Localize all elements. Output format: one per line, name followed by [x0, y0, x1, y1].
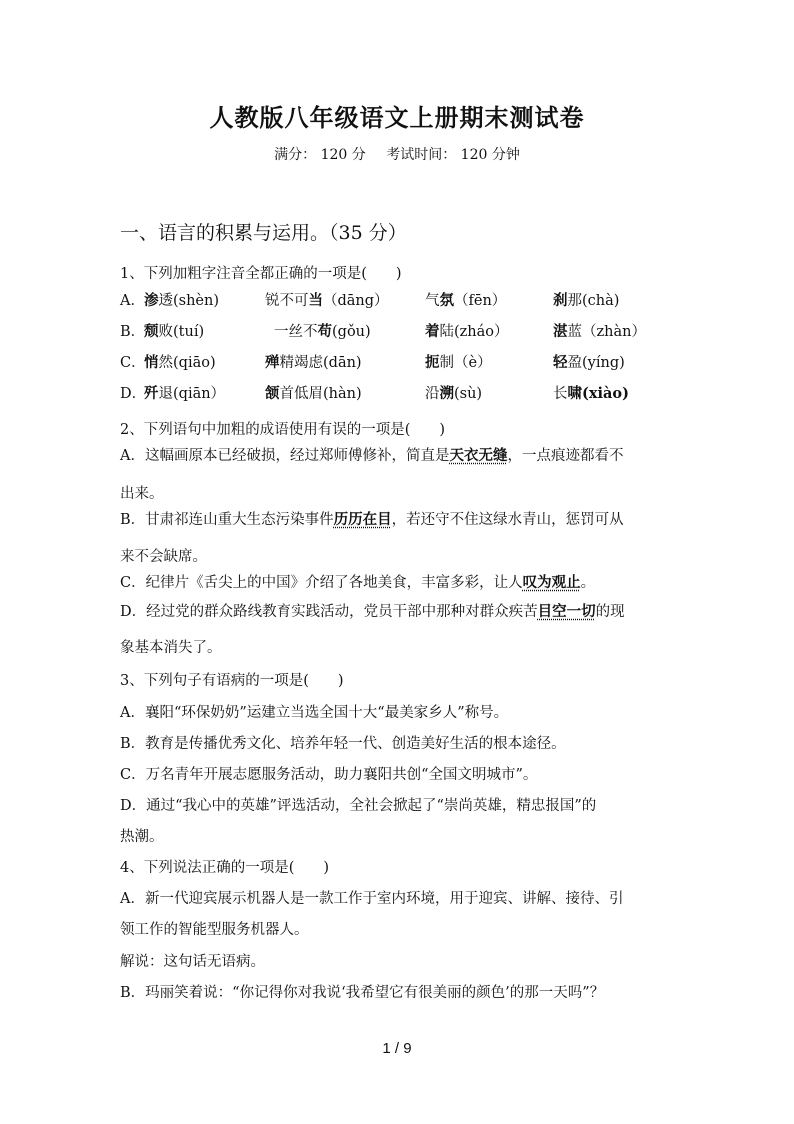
exam-time: 考试时间： 120 分钟 — [386, 147, 520, 163]
page-title: 人教版八年级语文上册期末测试卷 — [209, 103, 585, 132]
q2-option-b: B．甘肃祁连山重大生态污染事件历历在目，若还守不住这绿水青山，惩罚可从 — [120, 511, 624, 528]
q3-option-d-cont: 热潮。 — [120, 829, 164, 845]
q4-option-a: A．新一代迎宾展示机器人是一款工作于室内环境，用于迎宾、讲解、接待、引 — [120, 891, 624, 907]
q3-option-d: D．通过“我心中的英雄”评选活动，全社会掀起了“崇尚英雄，精忠报国”的 — [120, 798, 597, 814]
q2-option-a: A．这幅画原本已经破损，经过郑师傅修补，简直是天衣无缝，一点痕迹都看不 — [120, 447, 624, 464]
q4-stem: 4、下列说法正确的一项是( ) — [120, 860, 330, 876]
page-number: 1 / 9 — [382, 1040, 412, 1057]
q3-option-b: B．教育是传播优秀文化、培养年轻一代、创造美好生活的根本途径。 — [120, 736, 566, 752]
section-title: 一、语言的积累与运用。（35 分） — [120, 222, 407, 244]
q2-option-a-cont: 出来。 — [120, 486, 164, 502]
q2-option-c: C．纪律片《舌尖上的中国》介绍了各地美食，丰富多彩，让人叹为观止。 — [120, 574, 596, 591]
q4-option-a-cont: 领工作的智能型服务机器人。 — [120, 922, 309, 938]
q4-explanation: 解说：这句话无语病。 — [120, 954, 265, 970]
q3-option-c: C．万名青年开展志愿服务活动，助力襄阳共创“全国文明城市”。 — [120, 767, 538, 783]
q1-stem: 1、下列加粗字注音全都正确的一项是( ) — [120, 266, 402, 282]
q2-option-b-cont: 来不会缺席。 — [120, 549, 207, 565]
q3-stem: 3、下列句子有语病的一项是( ) — [120, 673, 344, 689]
q2-stem: 2、下列语句中加粗的成语使用有误的一项是( ) — [120, 422, 446, 438]
full-score: 满分： 120 分 — [274, 147, 366, 163]
q2-option-d: D．经过党的群众路线教育实践活动，党员干部中那种对群众疾苦目空一切的现 — [120, 603, 625, 620]
exam-info — [0, 144, 794, 164]
q3-option-a: A．襄阳“环保奶奶”运建立当选全国十大“最美家乡人”称号。 — [120, 705, 509, 721]
q2-option-d-cont: 象基本消失了。 — [120, 640, 222, 656]
q4-option-b: B．玛丽笑着说：“你记得你对我说‘我希望它有很美丽的颜色’的那一天吗”？ — [120, 985, 605, 1001]
